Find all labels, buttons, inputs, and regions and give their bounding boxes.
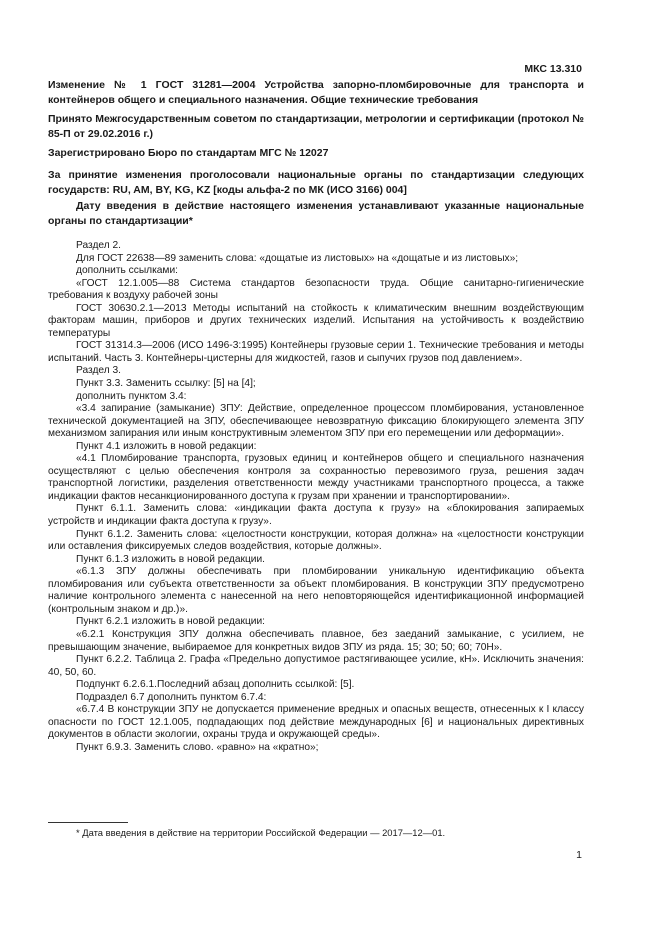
page-number: 1	[576, 849, 582, 861]
paragraph: «ГОСТ 12.1.005—88 Система стандартов безопасности труда. Общие санитарно-гигиенические требования к воздуху рабочей зоны	[48, 277, 584, 302]
paragraph: Пункт 6.2.2. Таблица 2. Графа «Предельно допустимое растягивающее усилие, кН». Исключить значения: 40, 50, 60.	[48, 654, 584, 678]
paragraph: Подпункт 6.2.6.1.Последний абзац дополнить ссылкой: [5].	[76, 679, 355, 691]
effective-date-note: Дату введения в действие настоящего изменения устанавливают указанные национальные органы по стандартизации*	[48, 200, 584, 227]
paragraph: «4.1 Пломбирование транспорта, грузовых единиц и контейнеров общего и специального назначения осуществляют с целью обеспечения контроля за сохранностью перевозимого груза, решения задач транспортной логистики, разделения ответственности между участниками транспортного процесса, а также индикации фактов несанкционированного доступа к грузам при хранении и транспортировании».	[48, 453, 584, 502]
footnote-divider	[48, 822, 128, 823]
registration-note: Зарегистрировано Бюро по стандартам МГС № 12027	[48, 147, 329, 159]
adoption-note: Принято Межгосударственным советом по стандартизации, метрологии и сертификации (протокол № 85-П от 29.02.2016 г.)	[48, 113, 584, 140]
paragraph: «6.7.4 В конструкции ЗПУ не допускается применение вредных и опасных веществ, отнесенных к I классу опасности по ГОСТ 12.1.005, подпадающих под действие международных [6] и национальных директивных документов в области экологии, охраны труда и окружающей среды».	[48, 704, 584, 741]
paragraph: Пункт 6.9.3. Заменить слово. «равно» на «кратно»;	[76, 741, 319, 753]
paragraph: Пункт 3.3. Заменить ссылку: [5] на [4];	[76, 378, 256, 390]
paragraph: Раздел 3.	[76, 365, 121, 377]
amendment-body	[48, 240, 584, 754]
paragraph: Пункт 6.1.1. Заменить слова: «индикации факта доступа к грузу» на «блокирования запираемых устройств и индикации факта доступа к грузу».	[48, 503, 584, 528]
paragraph: Подраздел 6.7 дополнить пунктом 6.7.4:	[76, 691, 267, 703]
classification-code: МКС 13.310	[524, 63, 582, 75]
paragraph: Пункт 4.1 изложить в новой редакции:	[76, 440, 257, 452]
paragraph: дополнить пунктом 3.4:	[76, 390, 187, 402]
paragraph: «3.4 запирание (замыкание) ЗПУ: Действие, определенное процессом пломбирования, установленное технической документацией на ЗПУ, обеспечивающее невозвратную фиксацию блокирующего элемента ЗПУ механизмом запирания или иным конструктивным элементом ЗПУ при его перемещении или деформации».	[48, 403, 584, 440]
paragraph: Для ГОСТ 22638—89 заменить слова: «дощатые из листовых» на «дощатые и из листовых»;	[76, 252, 519, 264]
paragraph: «6.2.1 Конструкция ЗПУ должна обеспечивать плавное, без заеданий замыкание, с усилием, не превышающим значение, выбираемое для конкретных видов ЗПУ из ряда. 15; 30; 50; 60; 70Н».	[48, 628, 584, 653]
paragraph: ГОСТ 31314.3—2006 (ИСО 1496-3:1995) Контейнеры грузовые серии 1. Технические требования и методы испытаний. Часть 3. Контейнеры-цистерны для жидкостей, газов и сыпучих грузов под давлением».	[48, 340, 584, 364]
paragraph: «6.1.3 ЗПУ должны обеспечивать при пломбировании уникальную идентификацию объекта пломбирования или субъекта ответственности за объект пломбирования. В конструкции ЗПУ предусмотрено наличие контрольного элемента с нанесенной на него неповторяющейся идентификационной информацией (контрольным знаком и др.)».	[48, 566, 584, 615]
paragraph: Пункт 6.1.2. Заменить слова: «целостности конструкции, которая должна» на «целостности конструкции или оставления фиксируемых следов воздействия, которые должны».	[48, 528, 584, 553]
amendment-title: Изменение № 1 ГОСТ 31281—2004 Устройства запорно-пломбировочные для транспорта и контейнеров общего и специального назначения. Общие технические требования	[48, 79, 584, 106]
paragraph: Раздел 2.	[76, 240, 121, 251]
paragraph: Пункт 6.1.3 изложить в новой редакции.	[76, 553, 266, 565]
paragraph: Пункт 6.2.1 изложить в новой редакции:	[76, 616, 266, 628]
paragraph: дополнить ссылками:	[76, 265, 178, 277]
footnote: * Дата введения в действие на территории Российской Федерации — 2017—12—01.	[76, 827, 446, 838]
paragraph: ГОСТ 30630.2.1—2013 Методы испытаний на стойкость к климатическим внешним воздействующим факторам машин, приборов и других технических изделий. Испытания на устойчивость к воздействию температуры	[48, 302, 584, 339]
voting-note: За принятие изменения проголосовали национальные органы по стандартизации следующих государств: RU, AM, BY, KG, KZ [коды альфа-2 по МК (ИСО 3166) 004]	[48, 169, 584, 196]
